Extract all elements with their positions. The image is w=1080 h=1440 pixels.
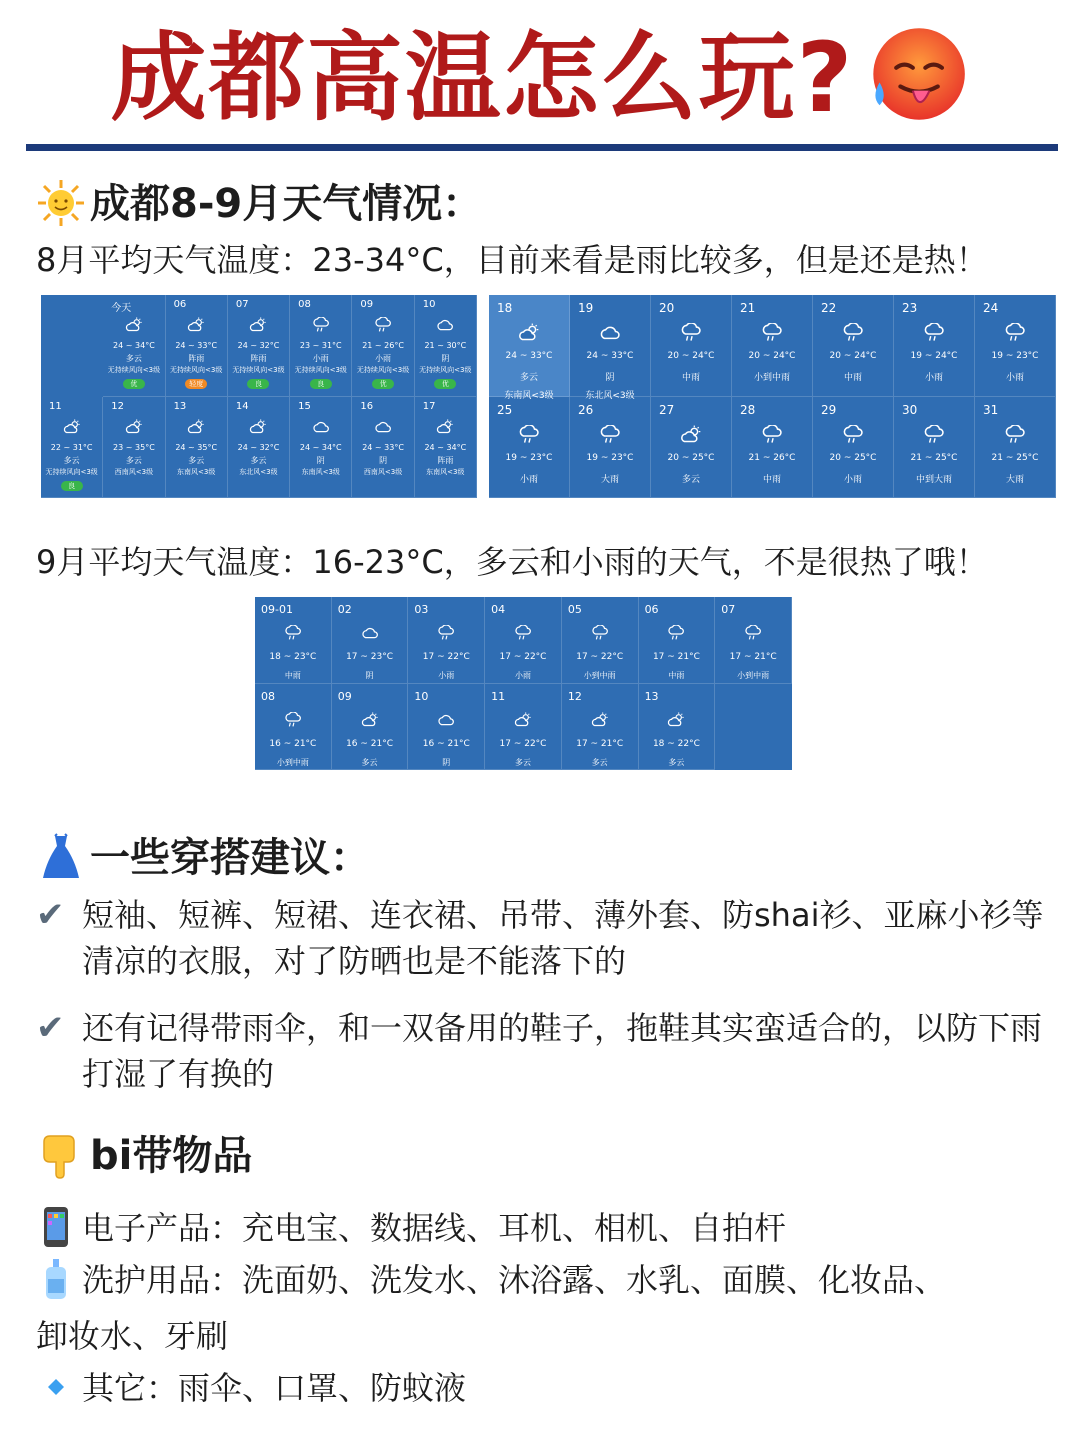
weather-date: 28 <box>740 402 756 417</box>
weather-temp: 16 ~ 21°C <box>346 738 394 749</box>
electronics-item <box>36 1202 786 1254</box>
weather-temp: 17 ~ 22°C <box>422 652 470 662</box>
weather-date: 07 <box>235 299 249 310</box>
weather-day-cell <box>415 397 477 499</box>
weather-day-cell <box>813 397 894 499</box>
weather-date: 07 <box>721 603 736 616</box>
weather-condition: 中雨 <box>843 373 862 383</box>
weather-wind: 西南风<3级 <box>363 467 403 476</box>
weather-condition: 中到大雨 <box>915 474 952 485</box>
weather-partly-cloudy-icon <box>249 317 267 333</box>
electronics-text: 电子产品：充电宝、数据线、耳机、相机、自拍杆 <box>82 1209 787 1247</box>
weather-date: 12 <box>567 689 582 703</box>
weather-condition: 阵雨 <box>188 354 205 363</box>
weather-partly-cloudy-icon <box>591 712 609 728</box>
weather-rain-icon <box>842 425 864 445</box>
weather-rain-icon <box>437 625 455 641</box>
toiletries-text-2: 卸妆水、牙刷 <box>36 1317 229 1355</box>
weather-day-cell <box>894 397 975 499</box>
weather-temp: 21 ~ 25°C <box>991 452 1039 463</box>
outfit-tip <box>36 1005 1066 1097</box>
weather-rain-icon <box>312 317 330 333</box>
weather-wind: 东南风<3级 <box>426 467 465 476</box>
weather-date: 13 <box>173 400 187 412</box>
weather-rain-icon <box>761 323 783 343</box>
outfit-tip <box>36 892 1066 984</box>
weather-condition: 多云 <box>591 757 608 767</box>
weather-partly-cloudy-icon <box>125 419 143 435</box>
weather-date: 今天 <box>111 303 132 314</box>
weather-rain-icon <box>1004 323 1026 343</box>
sun-face-icon <box>36 178 86 228</box>
weather-partly-cloudy-icon <box>518 323 540 343</box>
others-item <box>36 1362 466 1414</box>
weather-heading <box>36 178 482 231</box>
weather-rain-icon <box>667 625 685 641</box>
mobile-phone-icon <box>36 1205 76 1249</box>
weather-date: 10 <box>414 689 429 703</box>
weather-partly-cloudy-icon <box>436 419 454 435</box>
weather-cloud-icon <box>374 419 392 435</box>
weather-temp: 20 ~ 24°C <box>829 351 877 361</box>
weather-temp: 17 ~ 23°C <box>346 652 394 662</box>
toiletries-text-1: 洗护用品：洗面奶、洗发水、沐浴露、水乳、面膜、化妆品、 <box>82 1261 947 1299</box>
weather-wind: 西南风<3级 <box>114 467 154 476</box>
weather-day-cell <box>639 597 716 684</box>
weather-partly-cloudy-icon <box>249 419 267 435</box>
weather-wind: 东南风<3级 <box>177 467 216 476</box>
weather-condition: 多云 <box>361 757 378 767</box>
weather-temp: 20 ~ 25°C <box>829 452 877 463</box>
weather-date: 18 <box>497 301 513 315</box>
weather-date: 27 <box>659 402 675 417</box>
weather-temp: 19 ~ 23°C <box>505 452 553 463</box>
weather-day-cell <box>489 397 570 499</box>
weather-day-cell <box>352 397 414 499</box>
weather-day-cell <box>166 397 228 499</box>
weather-day-cell <box>352 295 414 397</box>
weather-temp: 17 ~ 21°C <box>652 652 700 662</box>
weather-partly-cloudy-icon <box>125 317 143 333</box>
weather-cloud-icon <box>436 317 454 333</box>
weather-day-cell <box>166 295 228 397</box>
weather-condition: 中雨 <box>668 671 685 680</box>
weather-date: 06 <box>173 299 187 310</box>
aqi-badge: 优 <box>123 379 145 389</box>
weather-partly-cloudy-icon <box>361 712 379 728</box>
weather-condition: 小到中雨 <box>276 757 309 767</box>
weather-rain-icon <box>284 712 302 728</box>
weather-rain-icon <box>1004 425 1026 445</box>
weather-condition: 小到中雨 <box>583 671 616 680</box>
weather-day-cell <box>485 684 562 771</box>
weather-date: 02 <box>337 603 352 616</box>
weather-temp: 17 ~ 21°C <box>576 738 624 749</box>
weather-date: 31 <box>983 402 999 417</box>
outfit-tip-text: 还有记得带雨伞，和一双备用的鞋子，拖鞋其实蛮适合的，以防下雨打湿了有换的 <box>82 1009 1043 1093</box>
weather-cloud-icon <box>312 419 330 435</box>
weather-day-cell <box>570 295 651 401</box>
weather-temp: 21 ~ 26°C <box>362 341 404 350</box>
weather-rain-icon <box>923 425 945 445</box>
weather-rain-icon <box>923 323 945 343</box>
weather-condition: 小到中雨 <box>753 373 790 383</box>
weather-temp: 24 ~ 32°C <box>237 341 280 350</box>
weather-day-cell <box>489 295 570 401</box>
weather-heading-text: 成都8-9月天气情况： <box>90 181 483 227</box>
check-mark-icon: ✔ <box>36 1008 65 1048</box>
title-underline <box>26 144 1058 151</box>
weather-temp: 17 ~ 22°C <box>576 652 624 662</box>
page-title <box>0 18 1080 138</box>
weather-rain-icon <box>514 625 532 641</box>
items-heading <box>36 1130 252 1183</box>
lotion-bottle-icon <box>36 1257 76 1301</box>
weather-condition: 中雨 <box>284 671 301 680</box>
weather-condition: 小雨 <box>1005 373 1024 383</box>
others-text: 其它：雨伞、口罩、防蚊液 <box>82 1369 467 1407</box>
weather-partly-cloudy-icon <box>667 712 685 728</box>
weather-wind: 无持续风向<3级 <box>419 366 472 374</box>
outfit-tip-text: 短袖、短裤、短裙、连衣裙、吊带、薄外套、防shai衫、亚麻小衫等清凉的衣服，对了防晒也是不能落下的 <box>82 896 1044 980</box>
weather-wind: 无持续风向<3级 <box>45 467 98 476</box>
weather-date: 12 <box>111 400 125 412</box>
weather-day-cell <box>332 597 409 684</box>
weather-condition: 多云 <box>668 757 685 767</box>
aqi-badge: 优 <box>434 379 456 389</box>
weather-condition: 大雨 <box>600 474 619 485</box>
weather-day-cell <box>715 597 792 684</box>
weather-temp: 23 ~ 35°C <box>113 442 155 452</box>
weather-date: 19 <box>578 301 594 315</box>
blue-diamond-icon <box>36 1365 76 1409</box>
weather-condition: 多云 <box>519 373 538 383</box>
weather-partly-cloudy-icon <box>514 712 532 728</box>
weather-wind: 东南风<3级 <box>301 467 340 476</box>
weather-wind: 无持续风向<3级 <box>107 366 161 374</box>
weather-date: 21 <box>740 301 756 315</box>
weather-temp: 20 ~ 25°C <box>667 452 715 463</box>
weather-temp: 18 ~ 22°C <box>652 738 700 749</box>
weather-date: 08 <box>298 299 311 310</box>
weather-temp: 24 ~ 33°C <box>362 442 404 452</box>
weather-condition: 小雨 <box>438 671 455 680</box>
weather-partly-cloudy-icon <box>187 317 205 333</box>
weather-temp: 16 ~ 21°C <box>269 738 317 749</box>
weather-day-cell <box>255 684 332 771</box>
weather-date: 23 <box>902 301 918 315</box>
weather-rain-icon <box>744 625 762 641</box>
weather-date: 11 <box>49 400 62 412</box>
weather-day-cell <box>732 295 813 397</box>
august-weather-panel-2 <box>489 295 1056 498</box>
weather-condition: 小雨 <box>312 354 329 363</box>
weather-condition: 阴 <box>441 354 450 363</box>
weather-condition: 多云 <box>250 455 267 465</box>
weather-rain-icon <box>761 425 783 445</box>
weather-temp: 16 ~ 21°C <box>422 738 470 749</box>
weather-partly-cloudy-icon <box>63 419 81 435</box>
weather-condition: 阴 <box>365 671 374 680</box>
weather-temp: 21 ~ 25°C <box>910 452 958 463</box>
weather-date: 17 <box>422 400 436 412</box>
weather-day-cell <box>408 684 485 771</box>
weather-rain-icon <box>284 625 302 641</box>
check-mark-icon: ✔ <box>36 895 65 935</box>
aqi-badge: 优 <box>372 379 394 389</box>
september-description: 9月平均天气温度：16-23°C，多云和小雨的天气，不是很热了哦！ <box>36 543 988 581</box>
weather-day-cell <box>651 397 732 499</box>
september-weather-panel <box>255 597 792 770</box>
weather-temp: 24 ~ 34°C <box>424 442 467 452</box>
weather-day-cell <box>228 397 290 499</box>
weather-condition: 阴 <box>605 373 615 383</box>
weather-date: 09 <box>360 299 374 310</box>
weather-day-cell <box>894 295 975 397</box>
weather-day-cell <box>975 295 1056 397</box>
title-text: 成都高温怎么玩? <box>110 22 855 134</box>
weather-temp: 24 ~ 34°C <box>113 341 155 350</box>
weather-condition: 多云 <box>681 474 700 485</box>
weather-date: 03 <box>414 603 429 616</box>
weather-temp: 24 ~ 33°C <box>175 341 218 350</box>
weather-date: 16 <box>360 400 374 412</box>
weather-day-cell <box>41 397 103 499</box>
weather-wind: 东北风<3级 <box>585 391 635 401</box>
weather-temp: 24 ~ 33°C <box>586 351 634 361</box>
weather-condition: 小雨 <box>924 373 943 383</box>
weather-condition: 多云 <box>125 455 142 465</box>
pointing-down-icon <box>36 1130 86 1180</box>
weather-temp: 17 ~ 22°C <box>499 738 547 749</box>
weather-date: 26 <box>578 402 594 417</box>
weather-date: 15 <box>298 400 311 412</box>
weather-temp: 24 ~ 34°C <box>299 442 342 452</box>
weather-temp: 21 ~ 26°C <box>748 452 796 463</box>
weather-day-cell <box>332 684 409 771</box>
weather-date: 25 <box>497 402 513 417</box>
weather-temp: 21 ~ 30°C <box>424 341 467 350</box>
dress-icon <box>36 832 86 882</box>
weather-wind: 无持续风向<3级 <box>356 366 410 374</box>
weather-temp: 17 ~ 21°C <box>729 652 777 662</box>
weather-date: 22 <box>821 301 837 315</box>
weather-condition: 多云 <box>188 455 205 465</box>
weather-temp: 24 ~ 33°C <box>505 351 553 361</box>
weather-wind: 东南风<3级 <box>504 391 554 401</box>
outfit-heading <box>36 832 370 885</box>
weather-wind: 东北风<3级 <box>239 467 278 476</box>
aqi-badge: 轻度 <box>185 379 207 389</box>
weather-rain-icon <box>374 317 392 333</box>
weather-condition: 小雨 <box>375 354 392 363</box>
weather-temp: 24 ~ 35°C <box>175 442 218 452</box>
weather-temp: 17 ~ 22°C <box>499 652 547 662</box>
weather-partly-cloudy-icon <box>187 419 205 435</box>
weather-condition: 小雨 <box>843 474 862 485</box>
weather-condition: 阵雨 <box>437 455 454 465</box>
weather-day-cell <box>651 295 732 397</box>
weather-day-cell <box>103 295 165 397</box>
weather-day-cell <box>485 597 562 684</box>
weather-condition: 阴 <box>379 455 388 465</box>
august-weather-panel-1 <box>41 295 477 498</box>
weather-condition: 多云 <box>125 354 142 363</box>
weather-temp: 20 ~ 24°C <box>748 351 796 361</box>
weather-cloud-icon <box>599 323 621 343</box>
weather-temp: 19 ~ 23°C <box>991 351 1039 361</box>
weather-temp: 18 ~ 23°C <box>269 652 317 662</box>
weather-day-cell <box>290 397 352 499</box>
weather-wind: 无持续风向<3级 <box>294 366 347 374</box>
weather-condition: 阴 <box>316 455 325 465</box>
weather-temp: 24 ~ 32°C <box>237 442 280 452</box>
outfit-heading-text: 一些穿搭建议： <box>90 835 370 881</box>
weather-date: 14 <box>235 400 249 412</box>
weather-condition: 小雨 <box>519 474 538 485</box>
weather-wind: 无持续风向<3级 <box>232 366 285 374</box>
weather-day-cell <box>290 295 352 397</box>
weather-date: 30 <box>902 402 918 417</box>
weather-condition: 小雨 <box>514 671 531 680</box>
weather-temp: 20 ~ 24°C <box>667 351 715 361</box>
weather-cloud-icon <box>437 712 455 728</box>
weather-day-cell <box>103 397 165 499</box>
weather-date: 05 <box>567 603 582 616</box>
weather-day-cell <box>639 684 716 771</box>
aqi-badge: 良 <box>61 481 83 491</box>
weather-day-cell <box>570 397 651 499</box>
weather-rain-icon <box>842 323 864 343</box>
weather-day-cell <box>562 597 639 684</box>
weather-date: 08 <box>261 689 275 703</box>
weather-wind: 无持续风向<3级 <box>170 366 223 374</box>
weather-day-cell <box>562 684 639 771</box>
weather-date: 09-01 <box>261 603 293 616</box>
weather-condition: 阴 <box>442 757 451 767</box>
weather-temp: 19 ~ 24°C <box>910 351 958 361</box>
weather-temp: 19 ~ 23°C <box>586 452 634 463</box>
weather-day-cell <box>975 397 1056 499</box>
weather-temp: 23 ~ 31°C <box>299 341 342 350</box>
weather-condition: 中雨 <box>681 373 700 383</box>
weather-rain-icon <box>518 425 540 445</box>
weather-day-cell <box>228 295 290 397</box>
weather-rain-icon <box>591 625 609 641</box>
weather-date: 06 <box>644 603 659 616</box>
weather-day-cell <box>415 295 477 397</box>
weather-day-cell <box>255 597 332 684</box>
weather-date: 24 <box>983 301 999 315</box>
weather-cloud-icon <box>361 625 379 641</box>
weather-date: 29 <box>821 402 837 417</box>
weather-condition: 阵雨 <box>250 354 267 363</box>
weather-date: 13 <box>644 689 659 703</box>
weather-date: 20 <box>659 301 675 315</box>
weather-date: 11 <box>491 689 506 703</box>
august-description: 8月平均天气温度：23-34°C，目前来看是雨比较多，但是还是热！ <box>36 241 988 279</box>
weather-day-cell <box>813 295 894 397</box>
weather-condition: 中雨 <box>762 474 781 485</box>
weather-temp: 22 ~ 31°C <box>50 442 93 452</box>
weather-day-cell <box>408 597 485 684</box>
weather-date: 09 <box>337 689 352 703</box>
weather-condition: 多云 <box>514 757 531 767</box>
weather-date: 04 <box>491 603 506 616</box>
weather-partly-cloudy-icon <box>680 425 702 445</box>
weather-date: 10 <box>422 299 436 310</box>
weather-condition: 小到中雨 <box>737 671 770 680</box>
weather-rain-icon <box>599 425 621 445</box>
hot-face-icon <box>865 22 969 126</box>
weather-condition: 大雨 <box>1005 474 1024 485</box>
weather-day-cell <box>732 397 813 499</box>
weather-rain-icon <box>680 323 702 343</box>
weather-condition: 多云 <box>63 455 80 465</box>
aqi-badge: 良 <box>310 379 332 389</box>
toiletries-item <box>36 1254 946 1306</box>
aqi-badge: 良 <box>247 379 269 389</box>
items-heading-text: bi带物品 <box>90 1133 253 1179</box>
